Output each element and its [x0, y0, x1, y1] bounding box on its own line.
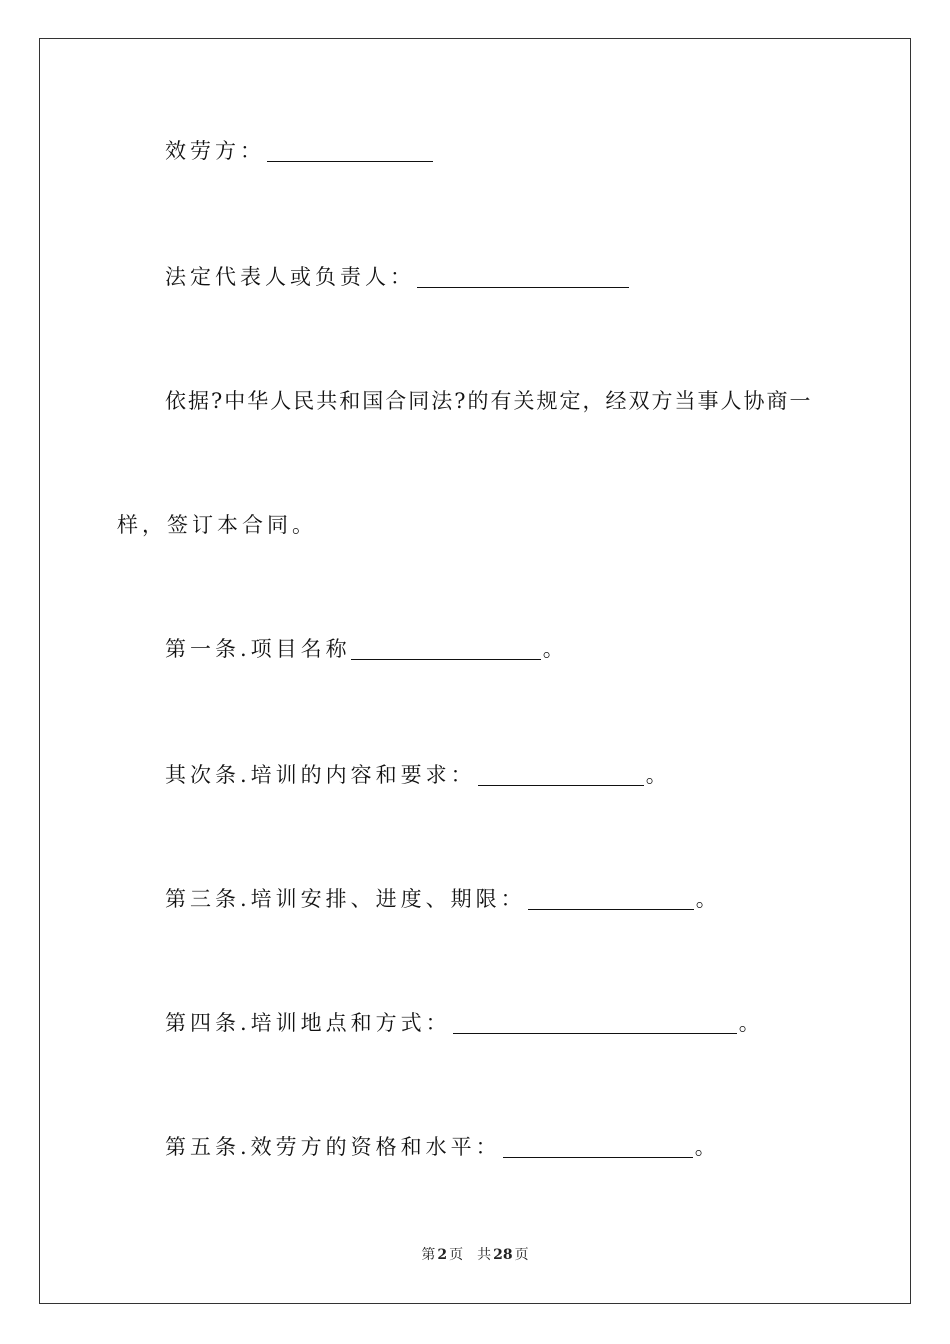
article-3-line	[165, 886, 717, 912]
article-3-period: 。	[695, 887, 717, 911]
article-1-label: 第一条.项目名称	[165, 637, 351, 661]
basis-line-2	[117, 512, 317, 538]
article-5-blank[interactable]	[503, 1137, 693, 1158]
article-2-blank[interactable]	[478, 765, 644, 786]
article-1-line	[165, 636, 564, 662]
footer-page-suffix: 页	[449, 1247, 464, 1263]
service-party-blank[interactable]	[267, 141, 433, 162]
article-2-label: 其次条.培训的内容和要求：	[165, 763, 476, 787]
article-4-line	[165, 1010, 760, 1036]
article-3-blank[interactable]	[528, 889, 694, 910]
article-2-period: 。	[645, 763, 667, 787]
legal-rep-label: 法定代表人或负责人：	[165, 265, 415, 289]
basis-line-1	[165, 388, 813, 414]
article-5-period: 。	[694, 1135, 716, 1159]
article-2-line	[165, 762, 667, 788]
basis-text-2: 样，签订本合同。	[117, 513, 317, 537]
footer-page-total: 28	[493, 1247, 513, 1263]
footer-page-current: 2	[437, 1247, 448, 1263]
service-party-label: 效劳方：	[165, 139, 265, 163]
article-4-period: 。	[738, 1011, 760, 1035]
article-5-label: 第五条.效劳方的资格和水平：	[165, 1135, 501, 1159]
page-border	[39, 38, 911, 1304]
article-4-blank[interactable]	[453, 1013, 737, 1034]
article-1-blank[interactable]	[351, 639, 541, 660]
article-5-line	[165, 1134, 716, 1160]
article-4-label: 第四条.培训地点和方式：	[165, 1011, 451, 1035]
footer-total-prefix: 共	[477, 1247, 492, 1263]
footer-page-prefix: 第	[421, 1247, 436, 1263]
basis-text-1: 依据?中华人民共和国合同法?的有关规定，经双方当事人协商一	[165, 389, 813, 413]
footer-total-suffix: 页	[514, 1247, 529, 1263]
article-1-period: 。	[542, 637, 564, 661]
service-party-line	[165, 138, 435, 164]
legal-rep-line	[165, 264, 631, 290]
page-footer	[0, 1246, 950, 1264]
article-3-label: 第三条.培训安排、进度、期限：	[165, 887, 526, 911]
legal-rep-blank[interactable]	[417, 267, 629, 288]
